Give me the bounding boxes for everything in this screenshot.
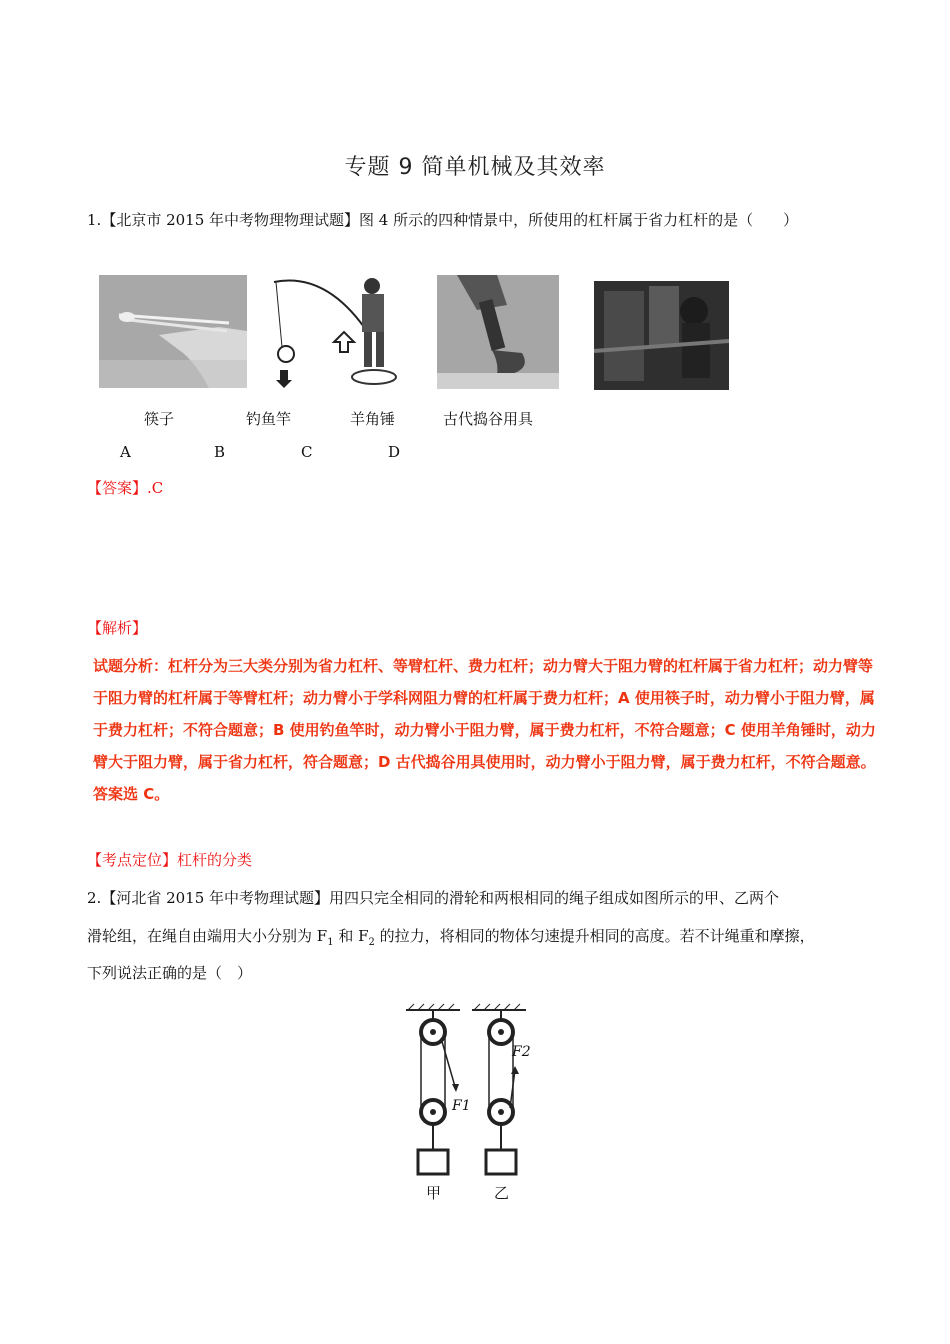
question-text: 用四只完全相同的滑轮和两根相同的绳子组成如图所示的甲、乙两个: [329, 889, 780, 907]
question-text: 图 4 所示的四种情景中，所使用的杠杆属于省力杠杆的是（ ）: [359, 211, 799, 229]
question-text-part: 滑轮组，在绳自由端用大小分别为 F: [87, 927, 328, 945]
subscript-1: 1: [327, 937, 334, 948]
chopsticks-image: [99, 275, 247, 388]
chopsticks-illustration: [99, 275, 247, 388]
question-2-line-2: [87, 926, 815, 953]
answer-line: [87, 478, 163, 498]
option-c: C: [301, 443, 313, 461]
caption-chopsticks: 筷子: [144, 410, 175, 428]
question-1: [87, 210, 798, 230]
figure-label-jia: 甲: [426, 1184, 442, 1202]
kaodian-value: 杠杆的分类: [177, 851, 253, 869]
analysis-label: 【解析】: [87, 619, 148, 637]
kaodian-label: 【考点定位】: [87, 851, 178, 869]
caption-claw-hammer: 羊角锤: [350, 410, 396, 428]
ancient-pounder-illustration: [594, 281, 729, 390]
claw-hammer-image: [437, 275, 559, 389]
option-b: B: [214, 443, 226, 461]
subscript-2: 2: [368, 937, 375, 948]
question-text-part: 的拉力，将相同的物体匀速提升相同的高度。若不计绳重和摩擦，: [374, 927, 815, 945]
fishing-rod-illustration: [264, 272, 409, 392]
force-label-f1: F1: [452, 1098, 471, 1114]
figure-label-yi: 乙: [494, 1184, 510, 1202]
question-2-line-1: [87, 888, 779, 908]
option-a: A: [120, 443, 131, 461]
fishing-rod-image: [264, 272, 409, 392]
page-title: 专题 9 简单机械及其效率: [344, 155, 606, 180]
question-source: 【北京市 2015 年中考物理物理试题】: [101, 211, 360, 229]
caption-fishing-rod: 钓鱼竿: [246, 410, 292, 428]
caption-ancient-pounder: 古代捣谷用具: [443, 410, 534, 428]
answer-label: 【答案】: [87, 479, 148, 497]
question-number: 1.: [87, 211, 102, 229]
answer-value: .C: [147, 479, 164, 497]
question-2-line-3: 下列说法正确的是（ ）: [87, 964, 253, 982]
claw-hammer-illustration: [437, 275, 559, 389]
question-text-part: 和 F: [333, 927, 369, 945]
ancient-pounder-image: [594, 281, 729, 390]
force-label-f2: F2: [512, 1044, 531, 1060]
analysis-text: 试题分析：杠杆分为三大类分别为省力杠杆、等臂杠杆、费力杠杆；动力臂大于阻力臂的杠杆属于省力杠杆；动力臂等于阻力臂的杠杆属于等臂杠杆；动力臂小于学科网阻力臂的杠杆属于费力杠杆；A 使用筷子时，动力臂小于阻力臂，属于费力杠杆；不符合题意；B 使用钓鱼竿时，动力臂小于阻力臂，属于费力杠杆，不符合题意；C 使用羊角锤时，动力臂大于阻力臂，属于省力杠杆，符合题意；D 古代捣谷用具使用时，动力臂小于阻力臂，属于费力杠杆，不符合题意。答案选 C。: [93, 657, 876, 803]
question-number: 2.: [87, 889, 102, 907]
option-d: D: [388, 443, 401, 461]
question-source: 【河北省 2015 年中考物理试题】: [101, 889, 330, 907]
pulley-diagram: [398, 1000, 538, 1210]
kaodian-line: [87, 850, 252, 870]
